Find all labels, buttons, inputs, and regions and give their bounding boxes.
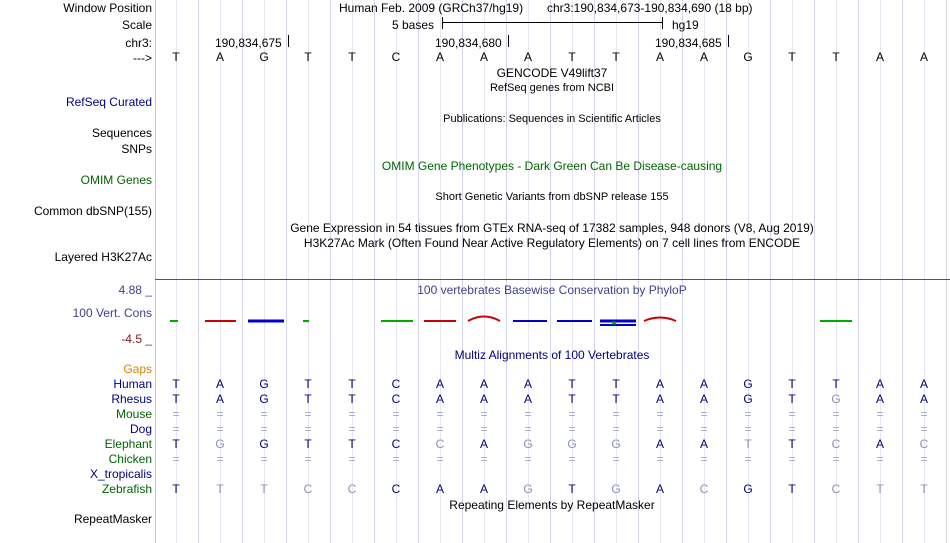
- repeatmasker-label[interactable]: RepeatMasker: [73, 512, 152, 526]
- alignment-base: C: [347, 482, 357, 496]
- alignment-base: C: [831, 437, 841, 451]
- alignment-base: =: [788, 452, 796, 466]
- alignment-base: C: [831, 482, 841, 496]
- alignment-base: =: [832, 422, 840, 436]
- sequence-base: T: [612, 50, 620, 64]
- alignment-base: T: [568, 392, 576, 406]
- scale-bases: 5 bases: [392, 18, 435, 32]
- alignment-base: T: [348, 392, 356, 406]
- cons-max: 4.88 _: [118, 283, 152, 297]
- alignment-base: A: [699, 437, 708, 451]
- alignment-base: =: [612, 422, 620, 436]
- alignment-base: C: [391, 392, 401, 406]
- sequence-base: A: [523, 50, 532, 64]
- h3k27ac-label[interactable]: Layered H3K27Ac: [54, 250, 152, 264]
- alignment-base: T: [304, 377, 312, 391]
- species-label[interactable]: Chicken: [108, 452, 152, 466]
- alignment-base: =: [304, 452, 312, 466]
- alignment-base: =: [612, 452, 620, 466]
- alignment-base: =: [216, 422, 224, 436]
- alignment-base: C: [391, 377, 401, 391]
- alignment-base: C: [919, 437, 929, 451]
- alignment-base: =: [700, 452, 708, 466]
- coord-2: 190,834,680: [435, 36, 502, 50]
- alignment-base: A: [875, 377, 884, 391]
- alignment-base: =: [920, 452, 928, 466]
- window-position-value[interactable]: chr3:190,834,673-190,834,690 (18 bp): [547, 1, 753, 15]
- sequences-label[interactable]: Sequences: [91, 126, 152, 140]
- alignment-base: G: [611, 482, 621, 496]
- alignment-base: T: [304, 392, 312, 406]
- h3k27ac-desc: H3K27Ac Mark (Often Found Near Active Regulatory Elements) on 7 cell lines from ENCODE: [303, 236, 801, 250]
- alignment-base: =: [348, 452, 356, 466]
- alignment-base: =: [612, 407, 620, 421]
- alignment-base: =: [876, 422, 884, 436]
- alignment-base: =: [876, 452, 884, 466]
- dbsnp-label[interactable]: Common dbSNP(155): [33, 204, 152, 218]
- alignment-base: =: [216, 407, 224, 421]
- alignment-base: T: [260, 482, 268, 496]
- sequence-base: T: [832, 50, 840, 64]
- sequence-base: T: [788, 50, 796, 64]
- alignment-base: =: [304, 407, 312, 421]
- alignment-base: T: [788, 482, 796, 496]
- alignment-base: A: [919, 377, 928, 391]
- alignment-base: =: [568, 407, 576, 421]
- gaps-label[interactable]: Gaps: [123, 362, 152, 376]
- alignment-base: =: [700, 422, 708, 436]
- assembly-name: Human Feb. 2009 (GRCh37/hg19): [339, 1, 524, 15]
- alignment-base: A: [215, 377, 224, 391]
- alignment-base: =: [524, 422, 532, 436]
- gencode-title[interactable]: GENCODE V49lift37: [496, 66, 608, 80]
- alignment-base: G: [215, 437, 225, 451]
- alignment-base: G: [611, 437, 621, 451]
- alignment-base: T: [348, 437, 356, 451]
- refseq-desc: RefSeq genes from NCBI: [489, 82, 615, 94]
- alignment-base: G: [259, 377, 269, 391]
- alignment-base: =: [524, 407, 532, 421]
- phylop-desc: 100 vertebrates Basewise Conservation by PhyloP: [417, 283, 687, 297]
- alignment-base: =: [568, 452, 576, 466]
- publications-desc: Publications: Sequences in Scientific Articles: [443, 113, 661, 125]
- alignment-base: =: [348, 422, 356, 436]
- alignment-base: =: [348, 407, 356, 421]
- alignment-base: A: [655, 377, 664, 391]
- alignment-base: A: [435, 482, 444, 496]
- sequence-base: A: [875, 50, 884, 64]
- alignment-base: T: [568, 482, 576, 496]
- alignment-base: A: [875, 437, 884, 451]
- sequence-base: A: [215, 50, 224, 64]
- alignment-base: =: [480, 407, 488, 421]
- alignment-base: T: [920, 482, 928, 496]
- sequence-base: G: [259, 50, 269, 64]
- alignment-base: =: [920, 422, 928, 436]
- alignment-base: T: [216, 482, 224, 496]
- alignment-base: =: [832, 407, 840, 421]
- species-label[interactable]: Mouse: [115, 407, 152, 421]
- phylop-marks: [170, 317, 852, 326]
- alignment-base: T: [788, 377, 796, 391]
- alignment-base: T: [172, 392, 180, 406]
- sequence-base: T: [348, 50, 356, 64]
- alignment-base: =: [744, 407, 752, 421]
- alignment-base: =: [172, 407, 180, 421]
- alignment-base: C: [391, 482, 401, 496]
- alignment-base: A: [655, 392, 664, 406]
- alignment-base: C: [303, 482, 313, 496]
- alignment-base: =: [436, 452, 444, 466]
- alignment-base: G: [523, 482, 533, 496]
- window-position-label: Window Position: [63, 1, 152, 15]
- alignment-base: T: [568, 377, 576, 391]
- alignment-base: G: [743, 377, 753, 391]
- species-label[interactable]: Human: [113, 377, 152, 391]
- alignment-base: A: [479, 377, 488, 391]
- alignment-base: A: [699, 392, 708, 406]
- alignment-base: =: [216, 452, 224, 466]
- phylop-peak: [468, 317, 500, 322]
- sequence-base: A: [655, 50, 664, 64]
- alignment-base: A: [479, 437, 488, 451]
- sequence-base: C: [391, 50, 401, 64]
- alignment-base: =: [304, 422, 312, 436]
- alignment-base: =: [260, 452, 268, 466]
- alignment-base: C: [391, 437, 401, 451]
- alignment-base: =: [260, 407, 268, 421]
- alignment-base: G: [831, 392, 841, 406]
- sequence-base: A: [435, 50, 444, 64]
- sequence-base: A: [479, 50, 488, 64]
- repeatmasker-desc: Repeating Elements by RepeatMasker: [449, 498, 655, 512]
- chrom-label: chr3:: [125, 36, 152, 50]
- alignment-base: =: [656, 407, 664, 421]
- strand-label[interactable]: --->: [133, 51, 152, 65]
- alignment-base: =: [172, 422, 180, 436]
- phylop-peak: [644, 318, 676, 322]
- scale-label: Scale: [121, 18, 152, 32]
- alignment-base: G: [523, 437, 533, 451]
- species-label[interactable]: Zebrafish: [101, 482, 152, 496]
- cons-label[interactable]: 100 Vert. Cons: [72, 306, 152, 320]
- alignment-base: T: [172, 377, 180, 391]
- alignment-base: =: [568, 422, 576, 436]
- omim-label[interactable]: OMIM Genes: [80, 173, 152, 187]
- alignment-base: =: [480, 452, 488, 466]
- dbsnp-desc: Short Genetic Variants from dbSNP release 155: [435, 191, 669, 203]
- alignment-base: T: [788, 437, 796, 451]
- alignment-base: =: [744, 422, 752, 436]
- alignment-base: T: [612, 377, 620, 391]
- alignment-base: =: [876, 407, 884, 421]
- alignment-base: A: [523, 377, 532, 391]
- coord-3: 190,834,685: [655, 36, 722, 50]
- alignment-base: =: [700, 407, 708, 421]
- alignment-base: =: [392, 452, 400, 466]
- alignment-base: =: [480, 422, 488, 436]
- alignment-base: =: [832, 452, 840, 466]
- alignment-base: T: [876, 482, 884, 496]
- sequence-base: A: [699, 50, 708, 64]
- alignment-base: =: [788, 407, 796, 421]
- alignment-base: =: [656, 422, 664, 436]
- cons-min: -4.5 _: [121, 332, 152, 346]
- alignment-base: =: [172, 452, 180, 466]
- alignment-base: =: [392, 422, 400, 436]
- omim-desc: OMIM Gene Phenotypes - Dark Green Can Be Disease-causing: [381, 159, 723, 173]
- scale-db: hg19: [672, 18, 699, 32]
- sequence-base: T: [568, 50, 576, 64]
- species-label[interactable]: Rhesus: [111, 392, 152, 406]
- alignment-base: T: [172, 482, 180, 496]
- alignment-base: G: [567, 437, 577, 451]
- alignment-base: C: [699, 482, 709, 496]
- multiz-desc: Multiz Alignments of 100 Vertebrates: [454, 348, 650, 362]
- species-label[interactable]: Elephant: [104, 437, 152, 451]
- species-label[interactable]: Dog: [129, 422, 152, 436]
- alignment-base: =: [392, 407, 400, 421]
- species-label[interactable]: X_tropicalis: [89, 467, 152, 481]
- alignment-base: T: [172, 437, 180, 451]
- sequence-base: T: [172, 50, 180, 64]
- alignment-base: G: [743, 392, 753, 406]
- alignment-base: A: [435, 392, 444, 406]
- alignment-base: G: [259, 437, 269, 451]
- snps-label[interactable]: SNPs: [121, 142, 152, 156]
- alignment-base: T: [612, 392, 620, 406]
- alignment-base: =: [788, 422, 796, 436]
- alignment-base: T: [788, 392, 796, 406]
- refseq-label[interactable]: RefSeq Curated: [65, 95, 152, 109]
- alignment-base: A: [523, 392, 532, 406]
- sequence-base: G: [743, 50, 753, 64]
- alignment-base: =: [524, 452, 532, 466]
- alignment-base: A: [919, 392, 928, 406]
- alignment-base: A: [435, 377, 444, 391]
- alignment-base: =: [436, 407, 444, 421]
- alignment-base: A: [655, 482, 664, 496]
- alignment-base: =: [436, 422, 444, 436]
- alignment-base: G: [743, 482, 753, 496]
- alignment-base: =: [656, 452, 664, 466]
- alignment-base: A: [699, 377, 708, 391]
- alignment-base: A: [479, 482, 488, 496]
- alignment-base: T: [304, 437, 312, 451]
- alignment-base: C: [435, 437, 445, 451]
- alignment-base: =: [744, 452, 752, 466]
- gtex-desc: Gene Expression in 54 tissues from GTEx RNA-seq of 17382 samples, 948 donors (V8, Aug 2019): [290, 221, 814, 235]
- alignment-base: =: [260, 422, 268, 436]
- alignment-base: T: [744, 437, 752, 451]
- alignment-base: T: [348, 377, 356, 391]
- alignment-base: =: [920, 407, 928, 421]
- sequence-base: A: [919, 50, 928, 64]
- alignment-base: G: [259, 392, 269, 406]
- alignment-base: T: [832, 377, 840, 391]
- alignment-base: A: [215, 392, 224, 406]
- coord-1: 190,834,675: [215, 36, 282, 50]
- sequence-base: T: [304, 50, 312, 64]
- alignment-base: A: [655, 437, 664, 451]
- alignment-base: A: [875, 392, 884, 406]
- alignment-base: A: [479, 392, 488, 406]
